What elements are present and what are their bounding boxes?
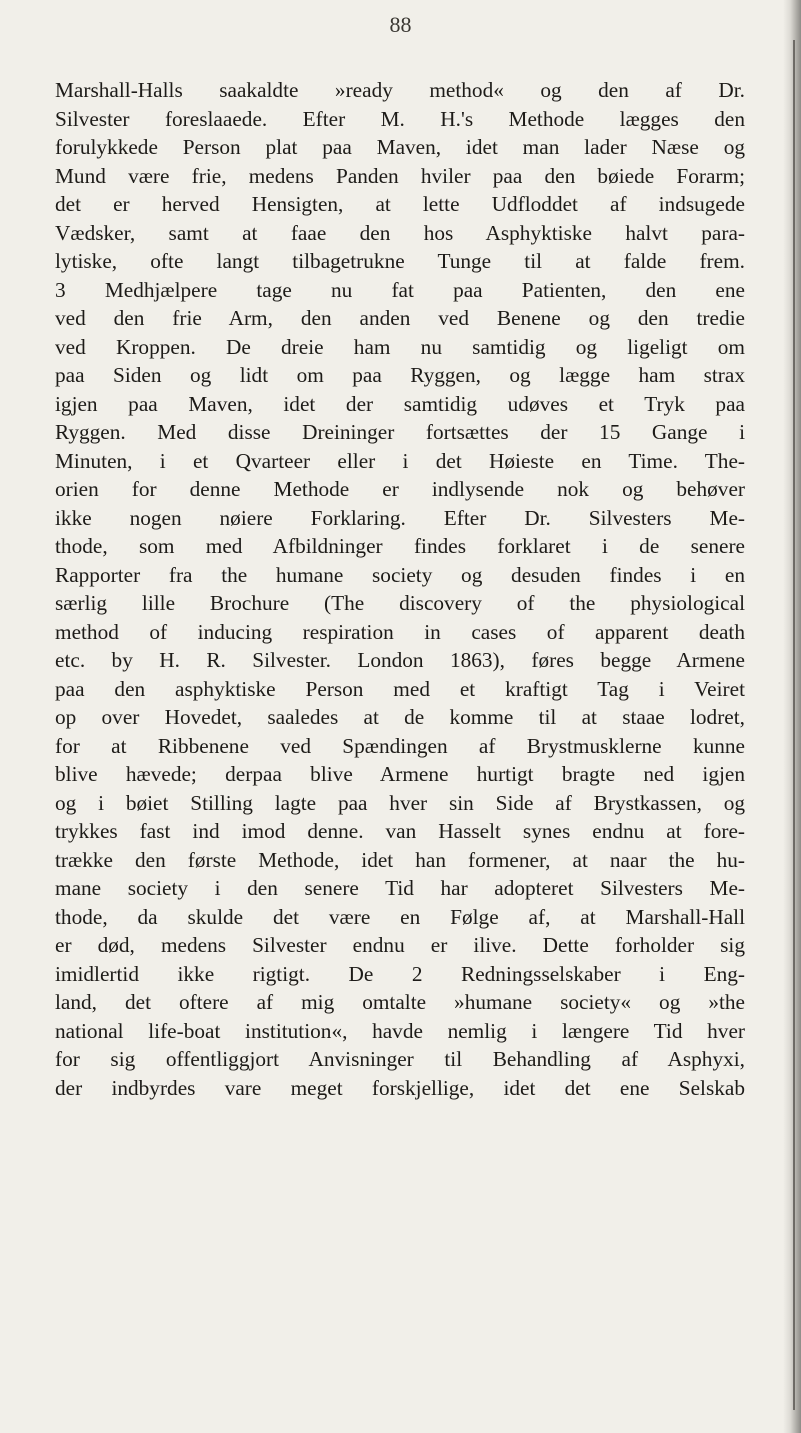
text-line: lytiske, ofte langt tilbagetrukne Tunge til at falde frem. <box>55 249 745 273</box>
text-line: op over Hovedet, saaledes at de komme til at staae lodret, <box>55 705 745 729</box>
text-line: igjen paa Maven, idet der samtidig udøves et Tryk paa <box>55 391 745 416</box>
text-line: etc. by H. R. Silvester. London 1863), føres begge Armene <box>55 648 745 672</box>
text-line: ved Kroppen. De dreie ham nu samtidig og ligeligt om <box>55 334 745 359</box>
text-line: imidlertid ikke rigtigt. De 2 Redningsselskaber i Eng- <box>55 961 745 986</box>
text-line: Vædsker, samt at faae den hos Asphyktiske halvt para- <box>55 220 745 245</box>
text-line: paa den asphyktiske Person med et kraftigt Tag i Veiret <box>55 676 745 701</box>
page-edge-shadow <box>783 0 801 1433</box>
text-line: der indbyrdes vare meget forskjellige, idet det ene Selskab <box>55 1075 745 1100</box>
text-line: ikke nogen nøiere Forklaring. Efter Dr. Silvesters Me- <box>55 505 745 530</box>
text-line: ved den frie Arm, den anden ved Benene og den tredie <box>55 306 745 330</box>
text-line: er død, medens Silvester endnu er ilive. Dette forholder sig <box>55 933 745 957</box>
text-line: mane society i den senere Tid har adopteret Silvesters Me- <box>55 876 745 900</box>
text-line: Marshall-Halls saakaldte »ready method« og den af Dr. <box>55 78 745 102</box>
text-line: for sig offentliggjort Anvisninger til Behandling af Asphyxi, <box>55 1047 745 1071</box>
text-line: Silvester foreslaaede. Efter M. H.'s Methode lægges den <box>55 106 745 131</box>
text-line: thode, da skulde det være en Følge af, at Marshall-Hall <box>55 904 745 929</box>
body-text <box>55 76 745 1102</box>
text-line: 3 Medhjælpere tage nu fat paa Patienten, den ene <box>55 277 745 302</box>
text-line: for at Ribbenene ved Spændingen af Brystmusklerne kunne <box>55 733 745 758</box>
text-line: land, det oftere af mig omtalte »humane society« og »the <box>55 990 745 1014</box>
page-edge-line <box>793 40 795 1410</box>
text-line: forulykkede Person plat paa Maven, idet man lader Næse og <box>55 135 745 159</box>
text-line: det er herved Hensigten, at lette Udfloddet af indsugede <box>55 192 745 216</box>
text-line: trække den første Methode, idet han formener, at naar the hu- <box>55 847 745 872</box>
text-line: orien for denne Methode er indlysende nok og behøver <box>55 477 745 501</box>
text-line: Minuten, i et Qvarteer eller i det Høieste en Time. The- <box>55 448 745 473</box>
text-line: og i bøiet Stilling lagte paa hver sin Side af Brystkassen, og <box>55 790 745 815</box>
text-line: trykkes fast ind imod denne. van Hasselt synes endnu at fore- <box>55 819 745 843</box>
text-line: Ryggen. Med disse Dreininger fortsættes der 15 Gange i <box>55 420 745 444</box>
text-line: blive hævede; derpaa blive Armene hurtigt bragte ned igjen <box>55 762 745 786</box>
text-line: paa Siden og lidt om paa Ryggen, og lægge ham strax <box>55 363 745 387</box>
text-line: method of inducing respiration in cases of apparent death <box>55 619 745 644</box>
text-line: national life-boat institution«, havde nemlig i længere Tid hver <box>55 1018 745 1043</box>
page-number: 88 <box>389 12 412 37</box>
text-line: særlig lille Brochure (The discovery of the physiological <box>55 591 745 615</box>
text-line: Mund være frie, medens Panden hviler paa den bøiede Forarm; <box>55 163 745 188</box>
text-line: thode, som med Afbildninger findes forklaret i de senere <box>55 534 745 558</box>
text-line: Rapporter fra the humane society og desuden findes i en <box>55 562 745 587</box>
